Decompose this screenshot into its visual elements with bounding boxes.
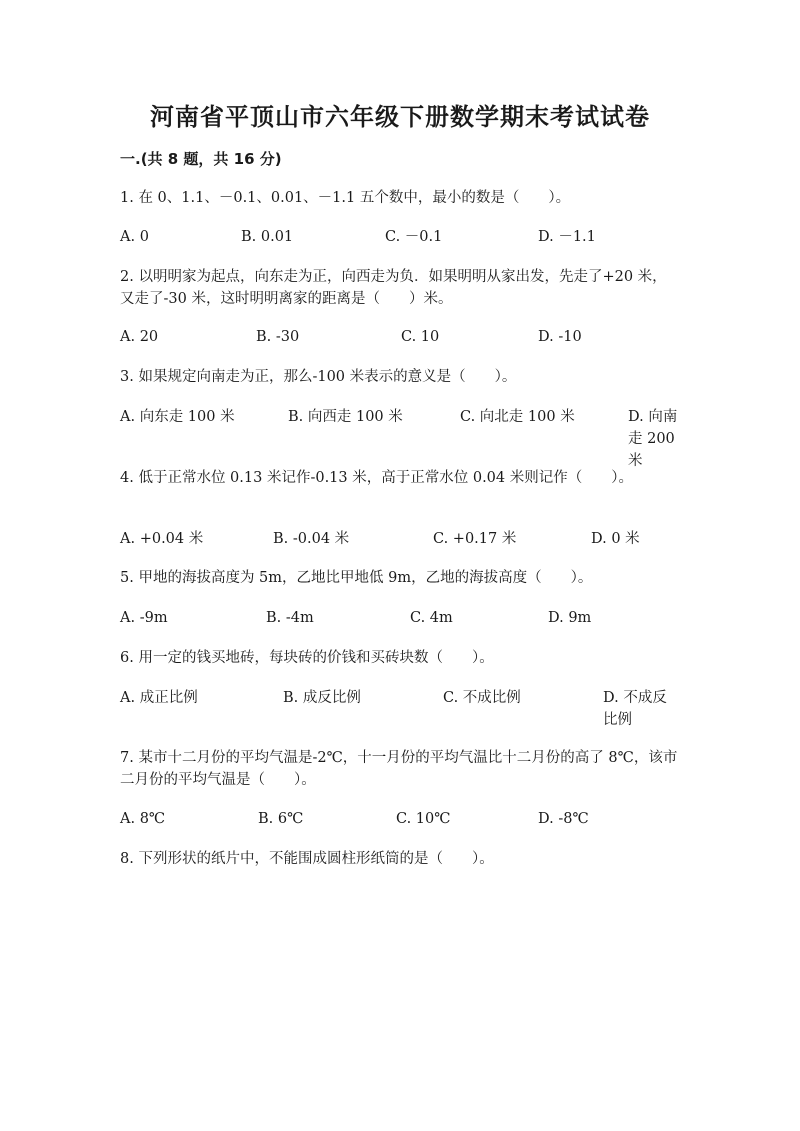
option-c: C. 10℃ (396, 811, 451, 827)
option-a: A. 20 (120, 329, 159, 345)
option-b: B. 向西走 100 米 (288, 409, 403, 425)
question-3-stem: 3. 如果规定向南走为正，那么-100 米表示的意义是（ ）。 (120, 369, 517, 385)
option-d: D. -10 (538, 329, 582, 345)
option-d: D. 9m (548, 610, 592, 626)
option-c: C. 4m (410, 610, 453, 626)
option-d: D. -8℃ (538, 811, 589, 827)
option-b: B. 0.01 (241, 229, 294, 245)
option-b: B. -4m (266, 610, 314, 626)
question-1-stem: 1. 在 0、1.1、－0.1、0.01、－1.1 五个数中，最小的数是（ ）。 (120, 190, 571, 206)
option-b: B. -30 (256, 329, 300, 345)
option-d: D. 0 米 (591, 531, 640, 547)
option-a: A. 0 (120, 229, 149, 245)
question-5-stem: 5. 甲地的海拔高度为 5m，乙地比甲地低 9m，乙地的海拔高度（ ）。 (120, 570, 593, 586)
option-a: A. 成正比例 (120, 690, 198, 706)
option-c: C. －0.1 (385, 229, 443, 245)
question-8-stem: 8. 下列形状的纸片中，不能围成圆柱形纸筒的是（ ）。 (120, 851, 494, 867)
option-c: C. +0.17 米 (433, 531, 517, 547)
option-a: A. 向东走 100 米 (120, 409, 235, 425)
question-6-stem: 6. 用一定的钱买地砖，每块砖的价钱和买砖块数（ ）。 (120, 650, 494, 666)
option-d: D. －1.1 (538, 229, 596, 245)
option-b: B. 6℃ (258, 811, 304, 827)
option-b: B. -0.04 米 (273, 531, 350, 547)
option-d: D. 不成反比例 (603, 690, 667, 728)
option-c: C. 向北走 100 米 (460, 409, 575, 425)
question-4-stem: 4. 低于正常水位 0.13 米记作-0.13 米，高于正常水位 0.04 米则记作（ ）。 (120, 470, 633, 486)
section-heading: 一.(共 8 题，共 16 分) (120, 150, 282, 168)
option-a: A. +0.04 米 (120, 531, 204, 547)
option-d: D. 向南走 200 米 (628, 409, 678, 469)
option-c: C. 10 (401, 329, 440, 345)
question-7-stem: 7. 某市十二月份的平均气温是-2℃，十一月份的平均气温比十二月份的高了 8℃，该市二月份的平均气温是（ ）。 (120, 750, 678, 788)
option-a: A. 8℃ (120, 811, 166, 827)
option-b: B. 成反比例 (283, 690, 361, 706)
page-title: 河南省平顶山市六年级下册数学期末考试试卷 (150, 103, 650, 131)
option-c: C. 不成比例 (443, 690, 521, 706)
question-2-stem: 2. 以明明家为起点，向东走为正，向西走为负．如果明明从家出发，先走了+20 米，又走了-30 米，这时明明离家的距离是（ ）米。 (120, 269, 667, 307)
option-a: A. -9m (120, 610, 168, 626)
